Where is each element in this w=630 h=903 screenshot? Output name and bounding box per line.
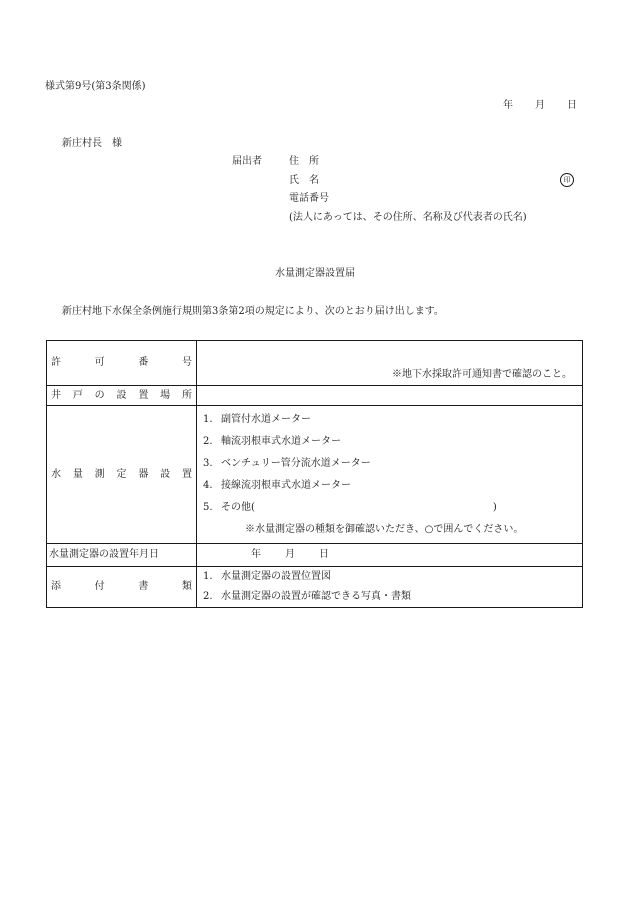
option-text: その他( [221, 501, 255, 513]
option-text: ベンチュリー管分流水道メーター [221, 457, 371, 469]
date-year: 年 [503, 100, 513, 111]
well-label-char: 置 [138, 389, 149, 401]
well-label-char: 井 [51, 389, 61, 401]
permit-row [47, 341, 583, 386]
meter-label-char: 水 [51, 468, 61, 480]
option-text: 軸流羽根車式水道メーター [221, 435, 341, 447]
address-label: 住 所 [289, 156, 319, 167]
well-label-char: 所 [181, 389, 192, 401]
attachment-text: 水量測定器の設置位置図 [221, 571, 331, 582]
meter-label-char: 量 [72, 468, 83, 480]
seal-mark: 印 [560, 173, 574, 187]
permit-label-char: 可 [94, 357, 105, 368]
well-label-char: 戸 [72, 389, 83, 401]
option-number: 5. [203, 501, 213, 513]
submission-date [503, 100, 577, 112]
option-number: 2. [203, 435, 213, 447]
attachment-item [197, 567, 582, 587]
well-label-char: の [94, 389, 105, 401]
well-label-char: 場 [160, 389, 171, 401]
attachments-label [47, 567, 197, 608]
meter-option[interactable] [197, 431, 582, 453]
attachments-label-char: 類 [181, 581, 192, 592]
meter-option[interactable] [197, 409, 582, 431]
install-date-field[interactable] [197, 544, 583, 567]
option-number: 3. [203, 457, 213, 469]
permit-label-char: 許 [51, 357, 61, 368]
meter-label-char: 置 [181, 468, 192, 480]
well-location-field[interactable] [197, 386, 583, 406]
install-day: 日 [319, 549, 329, 560]
install-month: 月 [285, 549, 295, 560]
meter-option[interactable] [197, 475, 582, 497]
permit-confirm-note: ※地下水採取許可通知書で確認のこと。 [392, 369, 572, 380]
install-year: 年 [251, 549, 261, 560]
meter-label-char: 器 [138, 468, 149, 480]
meter-label-char: 測 [94, 468, 105, 480]
phone-label: 電話番号 [289, 193, 329, 204]
meter-row [47, 406, 583, 544]
meter-option-other[interactable] [197, 497, 582, 519]
attachment-text: 水量測定器の設置が確認できる写真・書類 [221, 591, 411, 602]
permit-label [47, 341, 197, 386]
attachments-label-char: 付 [94, 581, 105, 592]
attachments-label-char: 書 [138, 581, 149, 592]
permit-label-char: 番 [138, 357, 149, 368]
name-label: 氏 名 [289, 175, 319, 186]
well-label-char: 設 [116, 389, 127, 401]
meter-label-char: 定 [116, 468, 127, 480]
attachments-cell [197, 567, 583, 608]
attachment-number: 1. [203, 571, 213, 582]
applicant-label: 届出者 [232, 156, 262, 167]
meter-option[interactable] [197, 453, 582, 475]
install-date-row [47, 544, 583, 567]
date-day: 日 [567, 100, 577, 111]
corporate-note: (法人にあっては、その住所、名称及び代表者の氏名) [289, 212, 527, 223]
meter-type-note: ※水量測定器の種類を御確認いただき、○で囲んでください。 [245, 523, 524, 535]
document-title: 水量測定器設置届 [275, 268, 355, 279]
option-text: 副管付水道メーター [221, 413, 311, 425]
well-location-label [47, 386, 197, 406]
permit-label-char: 号 [181, 357, 192, 368]
recipient: 新庄村長 様 [62, 138, 122, 149]
attachments-label-char: 添 [51, 581, 61, 592]
install-date-label: 水量測定器の設置年月日 [47, 544, 197, 567]
attachments-row [47, 567, 583, 608]
attachment-item [197, 587, 582, 607]
notification-form-table [46, 340, 583, 608]
date-month: 月 [535, 100, 545, 111]
attachment-number: 2. [203, 591, 213, 602]
permit-number-field[interactable] [197, 341, 583, 386]
form-number-label: 様式第9号(第3条関係) [45, 81, 146, 92]
intro-text: 新庄村地下水保全条例施行規則第3条第2項の規定により、次のとおり届け出します。 [62, 306, 444, 317]
meter-options-cell [197, 406, 583, 544]
other-close-paren: ) [492, 501, 497, 513]
well-location-row [47, 386, 583, 406]
option-text: 接線流羽根車式水道メーター [221, 479, 351, 491]
meter-label [47, 406, 197, 544]
meter-label-char: 設 [160, 468, 171, 480]
option-number: 1. [203, 413, 213, 425]
option-number: 4. [203, 479, 213, 491]
